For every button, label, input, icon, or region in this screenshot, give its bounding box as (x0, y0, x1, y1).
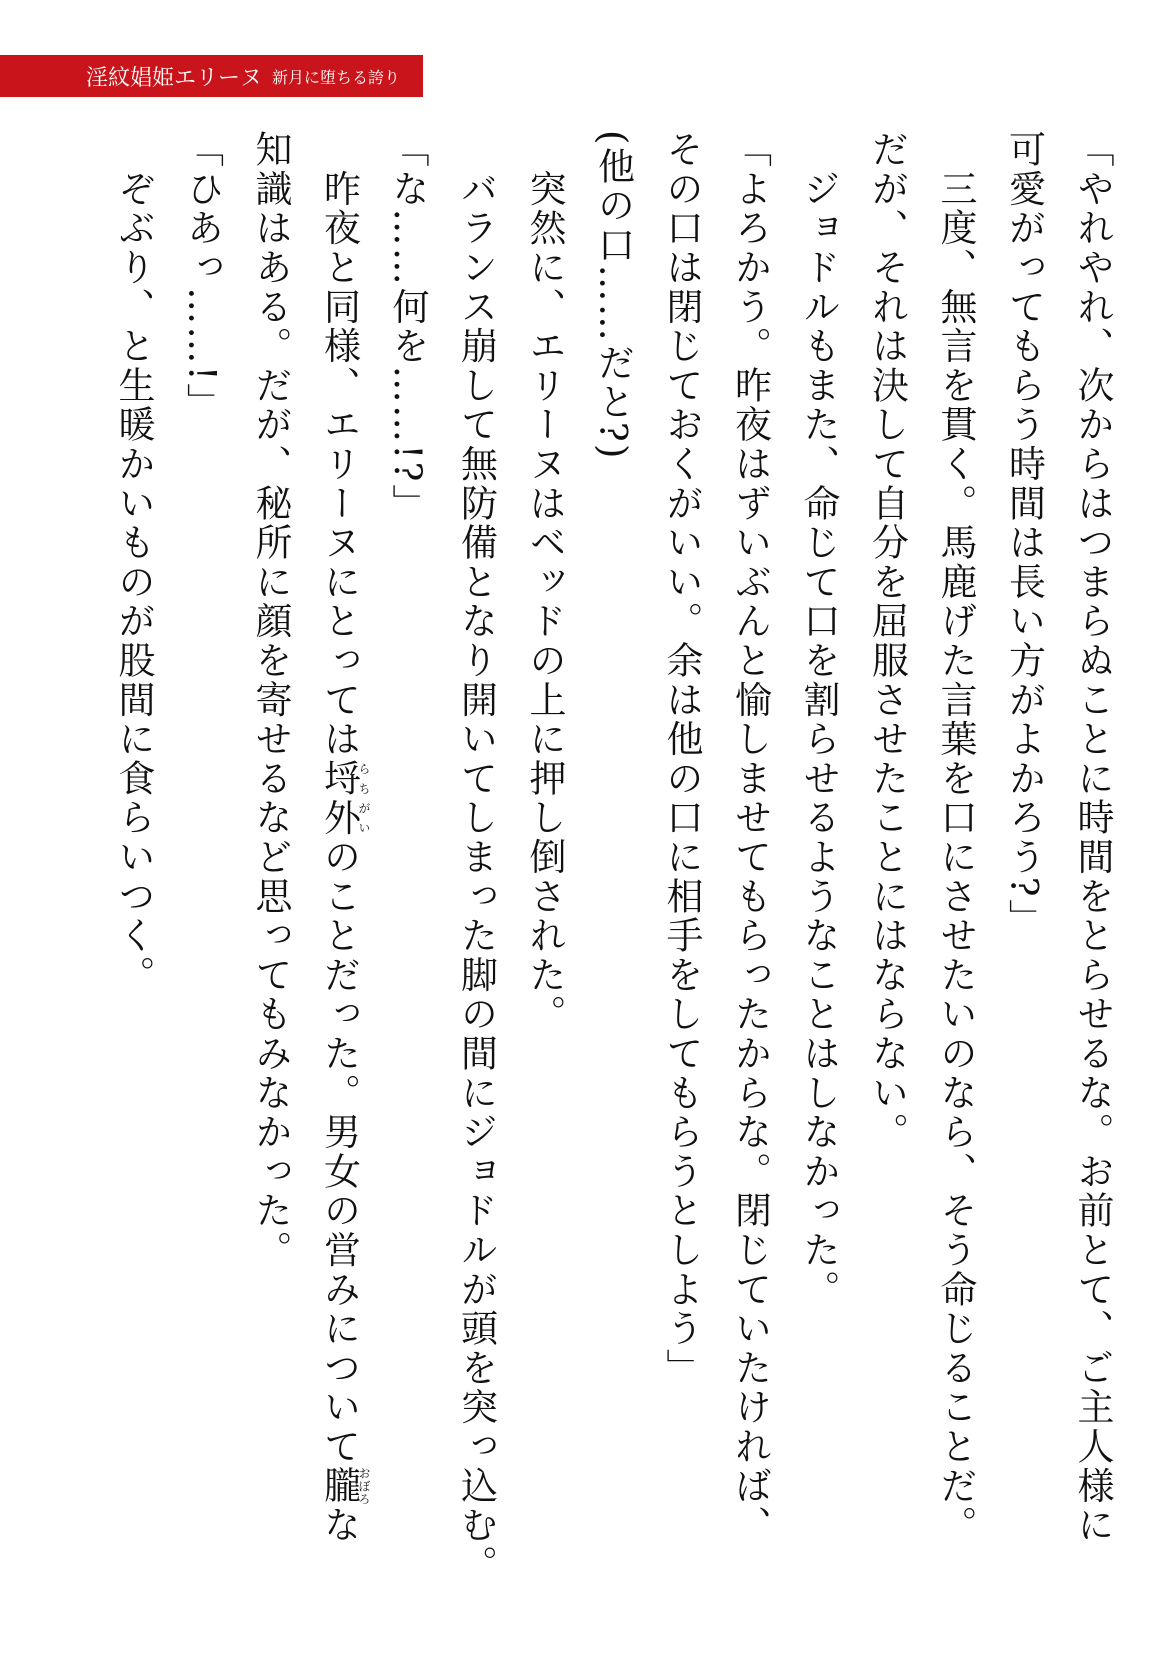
ruby-annotation: 朧おぼろ (317, 1466, 371, 1506)
text-line: その口は閉じておくがいい。余は他の口に相手をしてもらうとしよう」 (660, 130, 703, 1388)
text-line-with-ruby: 昨夜と同様、エリーヌにとっては埒外らちがいのことだった。男女の営みについて朧おぼろな (317, 130, 371, 1545)
ruby-annotation: 埒外らちがい (317, 758, 371, 838)
header-bar (0, 55, 423, 97)
book-title: 淫紋娼姫エリーヌ (86, 65, 263, 91)
text-line: 「な……何を……!?」 (386, 130, 429, 524)
text-line: 「よろかう。昨夜はずいぶんと愉しませてもらったからな。閉じていたければ、 (728, 130, 772, 1545)
text-line: 「やれやれ、次からはつまらぬことに時間をとらせるな。お前とて、ご主人様に (1071, 130, 1114, 1545)
novel-text (46, 130, 1126, 1630)
text-line: 可愛がってもらう時間は長い方がよかろう?」 (1002, 130, 1046, 939)
text-line: 突然に、エリーヌはベッドの上に押し倒された。 (523, 130, 566, 1034)
text-line: 知識はある。だが、秘所に顔を寄せるなど思ってもみなかった。 (249, 130, 292, 1270)
text-line: ジョドルもまた、命じて口を割らせるようなことはしなかった。 (797, 130, 840, 1309)
text-line: ぞぶり、と生暖かいものが股間に食らいつく。 (112, 130, 155, 995)
text-line: だが、それは決して自分を屈服させたことにはならない。 (865, 130, 909, 1152)
ruby-reading: らちがい (357, 758, 371, 838)
ruby-reading: おぼろ (357, 1466, 371, 1506)
chapter-subtitle: 新月に堕ちる誇り (272, 67, 401, 87)
text-line: 「ひあっ……!」 (180, 130, 224, 423)
text-line: バランス崩して無防備となり開いてしまった脚の間にジョドルが頭を突っ込む。 (454, 130, 498, 1585)
text-line: (他の口……だと?) (591, 130, 635, 461)
text-line: 三度、無言を貫く。馬鹿げた言葉を口にさせたいのなら、そう命じることだ。 (934, 130, 977, 1545)
